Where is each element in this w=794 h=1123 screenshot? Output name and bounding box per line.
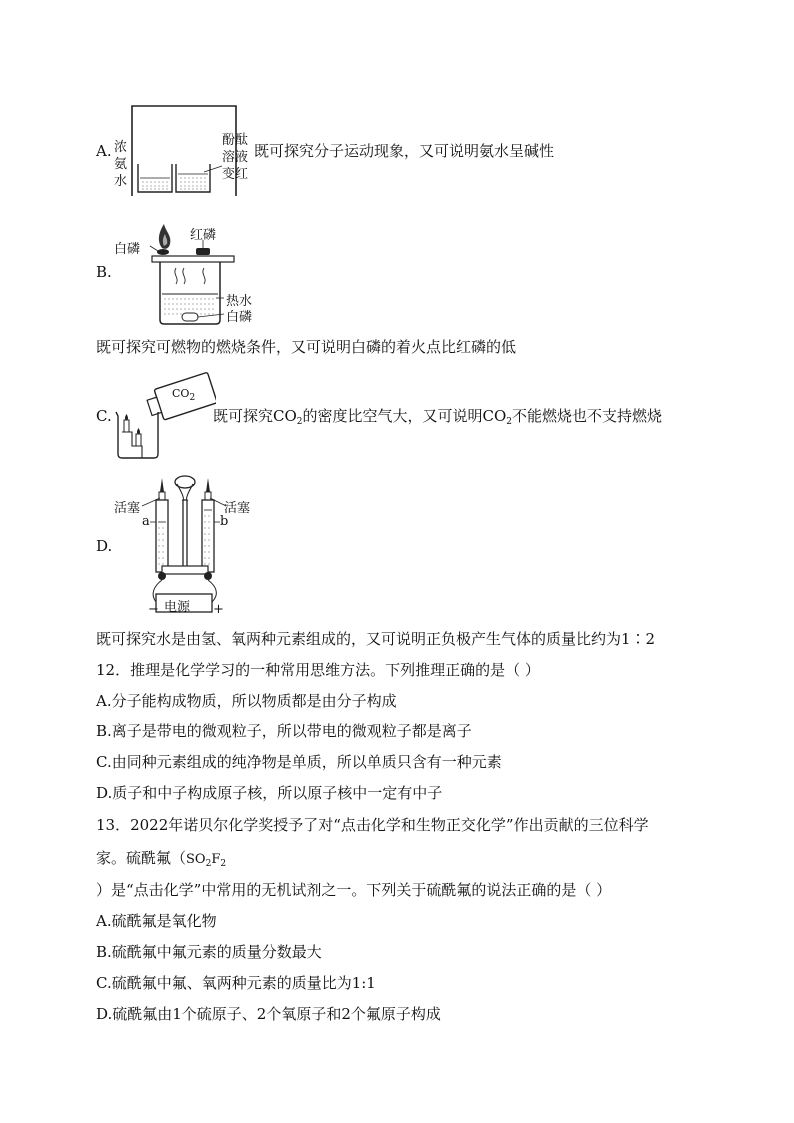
white-phosphorus-underwater <box>182 313 198 321</box>
option-b-label: B. <box>96 263 112 281</box>
q12-option-c: C.由同种元素组成的纯净物是单质，所以单质只含有一种元素 <box>96 753 502 771</box>
tube-b <box>202 500 214 572</box>
red-phosphorus-label: 红磷 <box>190 228 217 243</box>
minus-sign: − <box>148 602 159 617</box>
q13-stem-line2: 家。硫酰氟（$SO_2F_2$ <box>96 849 227 869</box>
q13-stem-line1: 13．2022年诺贝尔化学奖授予了对“点击化学和生物正交化学”作出贡献的三位科学 <box>96 816 649 834</box>
copper-plate <box>152 256 234 262</box>
stopcock-right-label: 活塞 <box>224 501 251 516</box>
option-c-label: C. <box>96 407 112 425</box>
option-d-label: D. <box>96 537 113 555</box>
q12-option-b: B.离子是带电的微观粒子，所以带电的微观粒子都是离子 <box>96 722 472 740</box>
tube-b-label: b <box>220 514 229 529</box>
option-a-text: 既可探究分子运动现象，又可说明氨水呈碱性 <box>254 142 555 160</box>
ammonia-label: 浓 氨 水 <box>114 140 128 189</box>
white-phosphorus-top-label: 白磷 <box>114 242 141 257</box>
q12-option-d: D.质子和中子构成原子核，所以原子核中一定有中子 <box>96 784 443 802</box>
red-phosphorus <box>196 248 210 255</box>
option-c-text: 既可探究$CO_2$的密度比空气大，又可说明$CO_2$不能燃烧也不支持燃烧 <box>213 407 663 427</box>
q13-option-a: A.硫酰氟是氧化物 <box>96 912 217 930</box>
stopcock-left-label: 活塞 <box>114 501 141 516</box>
q12-option-a: A.分子能构成物质，所以物质都是由分子构成 <box>96 692 397 710</box>
power-label: 电源 <box>164 600 191 615</box>
tube-a-label: a <box>142 514 150 529</box>
co2-bottle-label: $CO_2$ <box>172 387 196 403</box>
hot-water-label: 热水 <box>226 294 253 309</box>
q12-stem: 12．推理是化学学习的一种常用思维方法。下列推理正确的是（ ） <box>96 661 540 679</box>
bell-jar <box>132 106 236 196</box>
plus-sign: + <box>213 602 224 617</box>
q13-option-d: D.硫酰氟由1个硫原子、2个氧原子和2个氟原子构成 <box>96 1005 441 1023</box>
q13-option-b: B.硫酰氟中氟元素的质量分数最大 <box>96 943 322 961</box>
white-phosphorus-bottom-label: 白磷 <box>226 310 253 325</box>
co2-pour-diagram <box>108 372 216 462</box>
q13-stem-line3: ）是“点击化学”中常用的无机试剂之一。下列关于硫酰氟的说法正确的是（ ） <box>96 881 612 899</box>
phenolphthalein-label: 酚酞 溶液 变红 <box>222 133 249 182</box>
option-b-text: 既可探究可燃物的燃烧条件，又可说明白磷的着火点比红磷的低 <box>96 338 517 356</box>
q13-option-c: C.硫酰氟中氟、氧两种元素的质量比为1:1 <box>96 974 376 992</box>
option-d-text: 既可探究水是由氢、氧两种元素组成的，又可说明正负极产生气体的质量比约为1∶2 <box>96 630 656 648</box>
so2f2-formula: $SO_2F_2$ <box>186 852 227 869</box>
tube-a <box>156 500 168 572</box>
option-a-label: A. <box>96 142 112 160</box>
